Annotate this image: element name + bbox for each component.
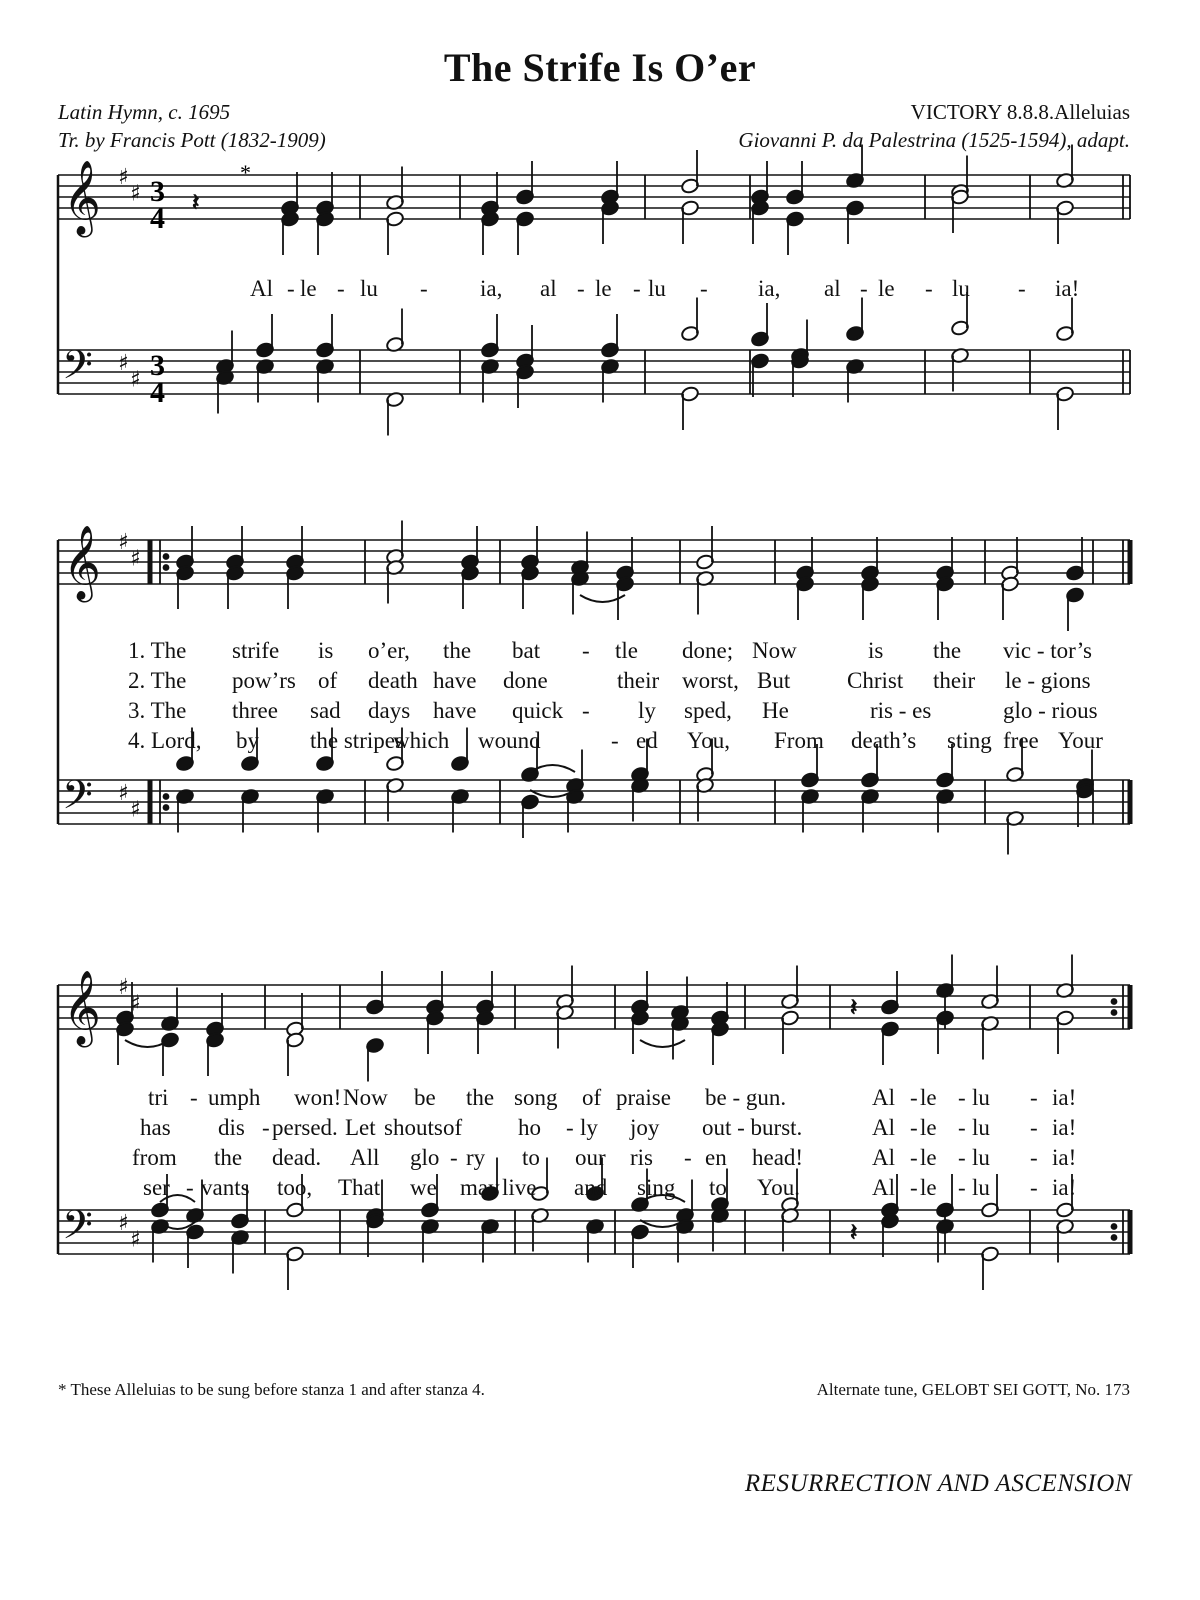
lyric-syllable-stanza-4: ed bbox=[636, 728, 658, 753]
lyric-syllable-stanza-4: - bbox=[1030, 1175, 1038, 1200]
lyric-syllable-stanza-3: ly bbox=[638, 698, 656, 723]
lyric-syllable-stanza-4: ia! bbox=[1052, 1175, 1077, 1200]
lyric-syllable-stanza-1: Al bbox=[872, 1085, 895, 1110]
sharp-icon: ♯ bbox=[130, 1227, 141, 1253]
lyric-syllable-stanza-1: - bbox=[958, 1085, 966, 1110]
lyric-syllable-stanza-1: strife bbox=[232, 638, 280, 663]
lyric-syllable-stanza-1: praise bbox=[616, 1085, 671, 1110]
repeat-dot bbox=[1112, 1235, 1117, 1240]
lyric-syllable: - bbox=[577, 276, 585, 301]
lyric-syllable-stanza-4: death’s bbox=[851, 728, 917, 753]
repeat-dot bbox=[1112, 1224, 1117, 1229]
repeat-dot bbox=[164, 565, 169, 570]
lyric-syllable: lu bbox=[648, 276, 666, 301]
lyric-syllable-stanza-1: tri bbox=[148, 1085, 169, 1110]
lyric-syllable-stanza-3: ia! bbox=[1052, 1145, 1077, 1170]
lyric-syllable-stanza-4: You. bbox=[757, 1175, 801, 1200]
lyric-syllable-stanza-4: the stripes bbox=[310, 728, 404, 753]
lyric-syllable-stanza-3: the bbox=[214, 1145, 243, 1170]
sharp-icon: ♯ bbox=[130, 367, 141, 393]
lyric-syllable-stanza-1: - bbox=[1030, 1085, 1038, 1110]
lyric-syllable-stanza-3: - bbox=[582, 698, 590, 723]
lyric-syllable-stanza-2: their bbox=[933, 668, 976, 693]
lyric-syllable-stanza-1: lu bbox=[972, 1085, 990, 1110]
lyric-syllable-stanza-1: be bbox=[414, 1085, 436, 1110]
lyric-syllable-stanza-4: lu bbox=[972, 1175, 990, 1200]
lyric-syllable: le bbox=[300, 276, 317, 301]
lyric-syllable-stanza-2: - bbox=[910, 1115, 918, 1140]
lyric-syllable: - bbox=[1018, 276, 1026, 301]
lyric-syllable-stanza-3: 3. The bbox=[128, 698, 187, 723]
alternate-tune-note: Alternate tune, GELOBT SEI GOTT, No. 173 bbox=[816, 1380, 1130, 1399]
lyric-syllable-stanza-1: 1. The bbox=[128, 638, 187, 663]
lyric-syllable-stanza-4: Your bbox=[1058, 728, 1103, 753]
repeat-dot bbox=[1112, 999, 1117, 1004]
lyric-syllable-stanza-1: Now bbox=[343, 1085, 388, 1110]
bass-clef-icon: 𝄢 bbox=[62, 1202, 93, 1258]
lyric-syllable-stanza-2: worst, bbox=[682, 668, 739, 693]
lyric-syllable-stanza-2: ia! bbox=[1052, 1115, 1077, 1140]
time-sig-bottom-bass: 4 bbox=[150, 376, 165, 409]
lyric-syllable-stanza-2: shouts bbox=[384, 1115, 443, 1140]
time-sig-top-treble: 3 bbox=[150, 175, 165, 208]
quarter-rest-icon: 𝄽 bbox=[850, 993, 858, 1021]
lyric-syllable-stanza-3: - bbox=[684, 1145, 692, 1170]
lyric-syllable-stanza-1: of bbox=[582, 1085, 602, 1110]
lyric-syllable-stanza-4: sing bbox=[637, 1175, 676, 1200]
lyric-syllable-stanza-4: sting bbox=[947, 728, 992, 753]
lyric-syllable-stanza-1: won! bbox=[294, 1085, 342, 1110]
lyric-syllable-stanza-3: - bbox=[910, 1145, 918, 1170]
lyric-syllable-stanza-1: is bbox=[868, 638, 884, 663]
lyric-syllable-stanza-3: head! bbox=[752, 1145, 804, 1170]
lyric-syllable-stanza-3: three bbox=[232, 698, 278, 723]
sharp-icon: ♯ bbox=[118, 530, 129, 555]
sharp-icon: ♯ bbox=[130, 797, 141, 823]
lyric-syllable-stanza-4: and bbox=[574, 1175, 608, 1200]
sharp-icon: ♯ bbox=[118, 1211, 129, 1236]
lyric-syllable-stanza-3: our bbox=[575, 1145, 606, 1170]
lyric-syllable-stanza-4: live bbox=[502, 1175, 537, 1200]
lyric-syllable: al bbox=[824, 276, 841, 301]
sharp-icon: ♯ bbox=[130, 991, 141, 1017]
hymn-title: The Strife Is O’er bbox=[443, 45, 757, 90]
text-source: Latin Hymn, c. 1695 bbox=[58, 100, 231, 124]
lyric-syllable-stanza-1: - bbox=[582, 638, 590, 663]
repeat-dot bbox=[164, 805, 169, 810]
tune-name: VICTORY 8.8.8.Alleluias bbox=[910, 100, 1130, 124]
lyric-syllable: lu bbox=[360, 276, 378, 301]
lyric-syllable-stanza-3: lu bbox=[972, 1145, 990, 1170]
lyric-syllable-stanza-2: - bbox=[566, 1115, 574, 1140]
lyric-syllable: lu bbox=[952, 276, 970, 301]
lyric-syllable-stanza-2: Let bbox=[345, 1115, 376, 1140]
lyric-syllable-stanza-3: dead. bbox=[272, 1145, 322, 1170]
lyric-syllable: ia! bbox=[1055, 276, 1080, 301]
lyric-syllable-stanza-2: le - gions bbox=[1005, 668, 1091, 693]
lyric-syllable-stanza-1: tle bbox=[615, 638, 638, 663]
lyric-syllable-stanza-2: pow’rs bbox=[232, 668, 296, 693]
lyric-syllable-stanza-4: Al bbox=[872, 1175, 895, 1200]
repeat-dot bbox=[1112, 1010, 1117, 1015]
lyric-syllable-stanza-3: Al bbox=[872, 1145, 895, 1170]
lyric-syllable-stanza-2: 2. The bbox=[128, 668, 187, 693]
lyric-syllable: ia, bbox=[480, 276, 503, 301]
lyric-syllable: - bbox=[925, 276, 933, 301]
lyric-syllable-stanza-4: which bbox=[393, 728, 450, 753]
lyric-syllable-stanza-4: may bbox=[460, 1175, 500, 1200]
slur bbox=[640, 1040, 685, 1047]
treble-clef-icon: 𝄞 bbox=[63, 971, 101, 1045]
lyric-syllable-stanza-2: persed. bbox=[272, 1115, 338, 1140]
lyric-syllable-stanza-3: ry bbox=[466, 1145, 486, 1170]
composer-credit: Giovanni P. da Palestrina (1525-1594), adapt. bbox=[738, 128, 1130, 152]
lyric-syllable-stanza-1: Now bbox=[752, 638, 797, 663]
lyric-syllable-stanza-3: quick bbox=[512, 698, 564, 723]
lyric-syllable-stanza-3: have bbox=[433, 698, 477, 723]
sharp-icon: ♯ bbox=[118, 975, 129, 1000]
lyric-syllable-stanza-3: sped, bbox=[684, 698, 732, 723]
lyric-syllable-stanza-3: - bbox=[958, 1145, 966, 1170]
bass-clef-icon: 𝄢 bbox=[62, 342, 93, 398]
lyric-syllable: - bbox=[420, 276, 428, 301]
sharp-icon: ♯ bbox=[118, 351, 129, 376]
lyric-syllable-stanza-4: to bbox=[709, 1175, 727, 1200]
lyric-syllable-stanza-4: wound bbox=[478, 728, 541, 753]
lyric-syllable-stanza-2: le bbox=[920, 1115, 937, 1140]
lyric-syllable: - bbox=[860, 276, 868, 301]
section-heading: RESURRECTION AND ASCENSION bbox=[744, 1470, 1132, 1497]
lyric-syllable-stanza-2: their bbox=[617, 668, 660, 693]
lyric-syllable-stanza-1: is bbox=[318, 638, 334, 663]
lyric-syllable-stanza-2: dis bbox=[218, 1115, 245, 1140]
lyric-syllable-stanza-4: we bbox=[410, 1175, 437, 1200]
quarter-rest-icon: 𝄽 bbox=[850, 1218, 858, 1246]
lyric-syllable-stanza-1: umph bbox=[208, 1085, 261, 1110]
lyric-syllable-stanza-2: have bbox=[433, 668, 477, 693]
lyric-syllable-stanza-2: has bbox=[140, 1115, 171, 1140]
lyric-syllable-stanza-3: - bbox=[450, 1145, 458, 1170]
repeat-dot bbox=[164, 794, 169, 799]
lyric-syllable-stanza-4: too, bbox=[277, 1175, 313, 1200]
lyric-syllable-stanza-3: from bbox=[132, 1145, 177, 1170]
repeat-dot bbox=[164, 554, 169, 559]
sharp-icon: ♯ bbox=[118, 781, 129, 806]
time-sig-top-bass: 3 bbox=[150, 349, 165, 382]
lyric-syllable-stanza-4: ser bbox=[143, 1175, 170, 1200]
sharp-icon: ♯ bbox=[130, 546, 141, 572]
lyric-syllable-stanza-2: - bbox=[262, 1115, 270, 1140]
lyric-syllable-stanza-4: vants bbox=[201, 1175, 250, 1200]
lyric-syllable: - bbox=[287, 276, 295, 301]
sharp-icon: ♯ bbox=[118, 165, 129, 190]
lyric-syllable-stanza-2: lu bbox=[972, 1115, 990, 1140]
lyric-syllable-stanza-3: ris - es bbox=[870, 698, 932, 723]
lyric-syllable-stanza-3: All bbox=[350, 1145, 380, 1170]
lyric-syllable-stanza-2: - bbox=[958, 1115, 966, 1140]
lyric-syllable: ia, bbox=[758, 276, 781, 301]
asterisk-mark: * bbox=[240, 160, 251, 185]
lyric-syllable-stanza-4: - bbox=[186, 1175, 194, 1200]
lyric-syllable-stanza-1: the bbox=[933, 638, 962, 663]
lyric-syllable-stanza-3: days bbox=[368, 698, 411, 723]
translator-credit: Tr. by Francis Pott (1832-1909) bbox=[58, 128, 326, 152]
sharp-icon: ♯ bbox=[130, 181, 141, 207]
lyric-syllable-stanza-1: - bbox=[910, 1085, 918, 1110]
lyric-syllable-stanza-1: - bbox=[190, 1085, 198, 1110]
footnote: * These Alleluias to be sung before stanza 1 and after stanza 4. bbox=[58, 1380, 485, 1399]
lyric-syllable-stanza-1: done; bbox=[682, 638, 734, 663]
lyric-syllable-stanza-1: o’er, bbox=[368, 638, 410, 663]
lyric-syllable-stanza-2: Christ bbox=[847, 668, 904, 693]
lyric-syllable-stanza-2: done bbox=[503, 668, 548, 693]
lyric-syllable: al bbox=[540, 276, 557, 301]
lyric-syllable-stanza-3: ris bbox=[630, 1145, 653, 1170]
lyric-syllable-stanza-4: 4. Lord, bbox=[128, 728, 202, 753]
lyric-syllable-stanza-3: glo bbox=[410, 1145, 440, 1170]
lyric-syllable: Al bbox=[250, 276, 273, 301]
treble-clef-icon: 𝄞 bbox=[63, 526, 101, 600]
lyric-syllable-stanza-2: out - burst. bbox=[702, 1115, 803, 1140]
lyric-syllable-stanza-4: From bbox=[774, 728, 824, 753]
lyric-syllable-stanza-3: le bbox=[920, 1145, 937, 1170]
lyric-syllable: le bbox=[878, 276, 895, 301]
lyric-syllable-stanza-4: - bbox=[611, 728, 619, 753]
lyric-syllable-stanza-2: ly bbox=[580, 1115, 598, 1140]
lyric-syllable-stanza-2: ho bbox=[518, 1115, 541, 1140]
lyric-syllable-stanza-2: But bbox=[757, 668, 791, 693]
bass-clef-icon: 𝄢 bbox=[62, 772, 93, 828]
lyric-syllable-stanza-3: sad bbox=[310, 698, 341, 723]
lyric-syllable-stanza-1: be - gun. bbox=[705, 1085, 787, 1110]
quarter-rest-icon: 𝄽 bbox=[192, 188, 200, 216]
lyric-syllable-stanza-4: That bbox=[338, 1175, 381, 1200]
lyric-syllable-stanza-2: of bbox=[318, 668, 338, 693]
lyric-syllable-stanza-3: glo - rious bbox=[1003, 698, 1098, 723]
lyric-syllable-stanza-4: - bbox=[910, 1175, 918, 1200]
lyric-syllable: - bbox=[700, 276, 708, 301]
lyric-syllable-stanza-3: en bbox=[705, 1145, 727, 1170]
lyric-syllable-stanza-1: the bbox=[466, 1085, 495, 1110]
lyric-syllable-stanza-2: Al bbox=[872, 1115, 895, 1140]
lyric-syllable-stanza-2: of bbox=[443, 1115, 463, 1140]
lyric-syllable-stanza-4: le bbox=[920, 1175, 937, 1200]
treble-clef-icon: 𝄞 bbox=[63, 161, 101, 235]
lyric-syllable-stanza-2: - bbox=[1030, 1115, 1038, 1140]
lyric-syllable-stanza-3: He bbox=[762, 698, 789, 723]
lyric-syllable-stanza-4: You, bbox=[687, 728, 731, 753]
lyric-syllable-stanza-1: the bbox=[443, 638, 472, 663]
lyric-syllable-stanza-1: bat bbox=[512, 638, 541, 663]
lyric-syllable-stanza-4: - bbox=[958, 1175, 966, 1200]
lyric-syllable-stanza-1: le bbox=[920, 1085, 937, 1110]
lyric-syllable-stanza-1: ia! bbox=[1052, 1085, 1077, 1110]
lyric-syllable-stanza-2: death bbox=[368, 668, 418, 693]
time-sig-bottom-treble: 4 bbox=[150, 202, 165, 235]
lyric-syllable-stanza-3: to bbox=[522, 1145, 540, 1170]
lyric-syllable-stanza-4: by bbox=[236, 728, 259, 753]
lyric-syllable-stanza-2: joy bbox=[630, 1115, 660, 1140]
lyric-syllable-stanza-1: song bbox=[514, 1085, 558, 1110]
lyric-syllable: - bbox=[633, 276, 641, 301]
lyric-syllable: - bbox=[337, 276, 345, 301]
lyric-syllable-stanza-1: vic - tor’s bbox=[1003, 638, 1093, 663]
lyric-syllable: le bbox=[595, 276, 612, 301]
lyric-syllable-stanza-3: - bbox=[1030, 1145, 1038, 1170]
lyric-syllable-stanza-4: free bbox=[1003, 728, 1039, 753]
